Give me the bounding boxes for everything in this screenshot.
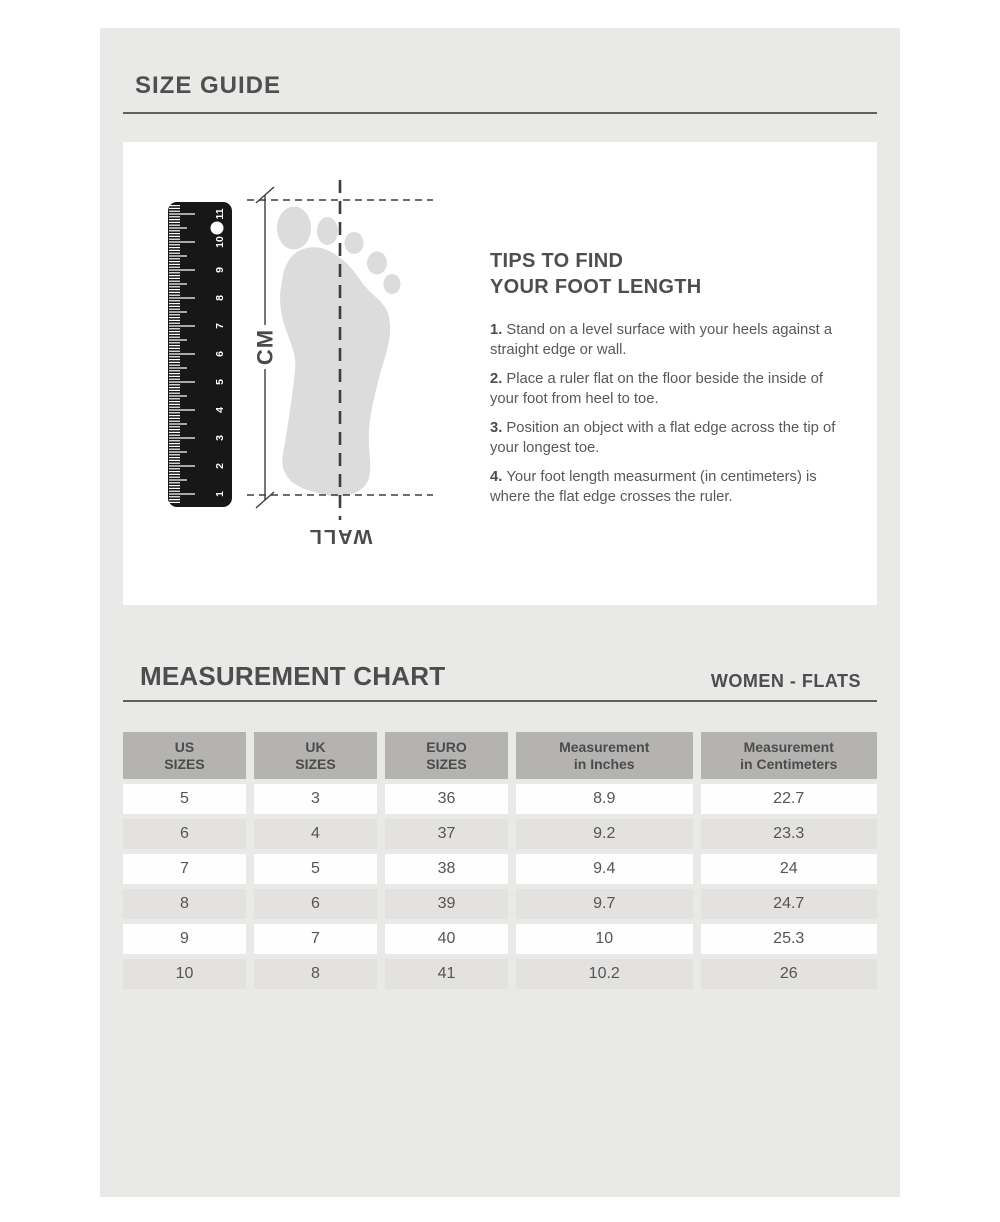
size-cell: 9.2 [516, 819, 693, 849]
tip-item [490, 370, 848, 409]
cm-axis-label: CM [252, 328, 278, 366]
svg-text:7: 7 [214, 323, 226, 329]
category-label: WOMEN - FLATS [710, 671, 861, 691]
size-cell: 7 [254, 924, 377, 954]
measurement-chart-header [123, 661, 877, 702]
tip-text: Your foot length measurment (in centimeters) is where the flat edge crosses the ruler. [490, 469, 817, 505]
size-cell: 6 [123, 819, 246, 849]
size-cell: 22.7 [701, 784, 878, 814]
size-cell: 4 [254, 819, 377, 849]
size-cell: 23.3 [701, 819, 878, 849]
column-header-euro: EURO SIZES [385, 732, 508, 779]
measurement-chart-title: MEASUREMENT CHART [140, 661, 446, 691]
svg-text:8: 8 [214, 295, 226, 301]
svg-text:4: 4 [214, 407, 226, 413]
size-cell: 26 [701, 959, 878, 989]
svg-text:10: 10 [214, 236, 226, 248]
size-cell: 10.2 [516, 959, 693, 989]
size-cell: 8.9 [516, 784, 693, 814]
tips-heading-line2: YOUR FOOT LENGTH [490, 276, 702, 298]
tip-item [490, 468, 848, 507]
wall-label: WALL [307, 525, 373, 547]
size-cell: 8 [123, 889, 246, 919]
page-title: SIZE GUIDE [135, 72, 282, 99]
tips-section [490, 248, 848, 517]
size-cell: 9.4 [516, 854, 693, 884]
size-cell: 9 [123, 924, 246, 954]
svg-text:3: 3 [214, 435, 226, 441]
ruler-graphic [168, 202, 232, 507]
tip-text: Position an object with a flat edge across the tip of your longest toe. [490, 420, 836, 456]
column-header-us: US SIZES [123, 732, 246, 779]
size-cell: 10 [516, 924, 693, 954]
title-divider [123, 72, 877, 114]
tips-heading [490, 248, 848, 300]
size-cell: 3 [254, 784, 377, 814]
tip-number: 3. [490, 420, 503, 436]
size-cell: 36 [385, 784, 508, 814]
size-cell: 8 [254, 959, 377, 989]
tip-number: 1. [490, 322, 503, 338]
tip-number: 2. [490, 371, 503, 387]
size-guide-card [100, 28, 900, 1197]
tip-number: 4. [490, 469, 503, 485]
column-header-centimeters: Measurement in Centimeters [701, 732, 878, 779]
svg-text:5: 5 [214, 379, 226, 385]
size-cell: 24 [701, 854, 878, 884]
svg-text:11: 11 [214, 208, 226, 220]
size-cell: 7 [123, 854, 246, 884]
tip-item [490, 419, 848, 458]
svg-text:2: 2 [214, 463, 226, 469]
column-header-uk: UK SIZES [254, 732, 377, 779]
size-cell: 40 [385, 924, 508, 954]
foot-diagram-panel [123, 142, 877, 605]
ruler-hole [211, 222, 224, 235]
tip-text: Stand on a level surface with your heels against a straight edge or wall. [490, 322, 833, 358]
svg-text:9: 9 [214, 267, 226, 273]
size-cell: 24.7 [701, 889, 878, 919]
column-header-inches: Measurement in Inches [516, 732, 693, 779]
size-cell: 5 [123, 784, 246, 814]
svg-text:6: 6 [214, 351, 226, 357]
size-cell: 9.7 [516, 889, 693, 919]
svg-text:1: 1 [214, 491, 226, 497]
tips-heading-line1: TIPS TO FIND [490, 250, 624, 272]
size-cell: 41 [385, 959, 508, 989]
tip-text: Place a ruler flat on the floor beside the inside of your foot from heel to toe. [490, 371, 824, 407]
size-conversion-table [123, 732, 877, 989]
size-cell: 5 [254, 854, 377, 884]
size-cell: 37 [385, 819, 508, 849]
size-cell: 38 [385, 854, 508, 884]
tip-item [490, 321, 848, 360]
size-cell: 39 [385, 889, 508, 919]
size-cell: 10 [123, 959, 246, 989]
size-cell: 6 [254, 889, 377, 919]
size-cell: 25.3 [701, 924, 878, 954]
